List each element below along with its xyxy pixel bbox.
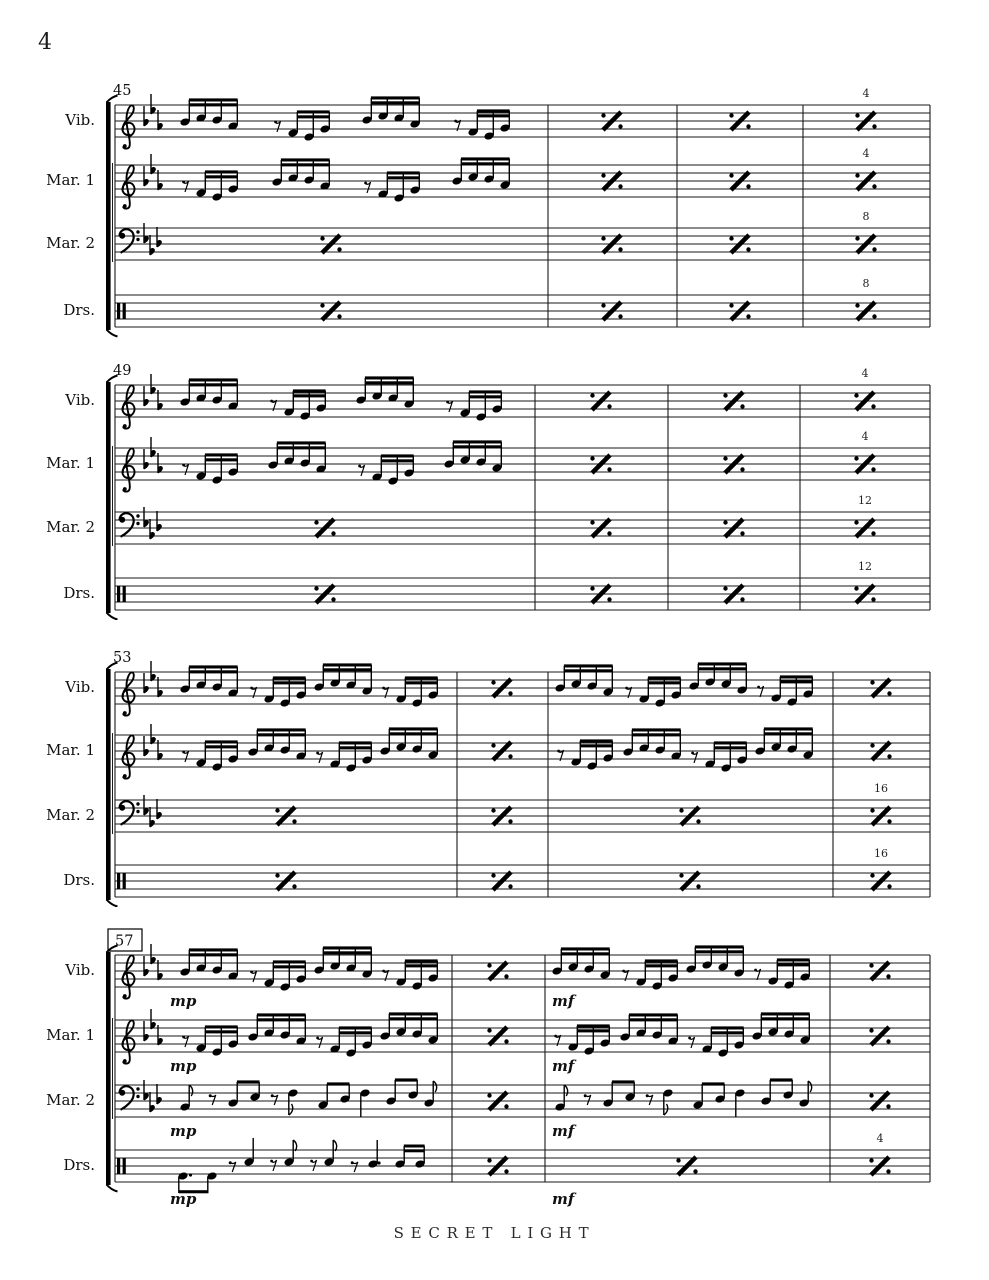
barlines: [115, 105, 930, 327]
system-m49-notation: [100, 358, 945, 620]
repeat-count-mar1: 4: [862, 147, 870, 160]
treble-clef: [122, 735, 134, 778]
treble-clef: [122, 105, 134, 148]
system-m45-notation: [100, 78, 945, 340]
repeat-count-mar1: 4: [861, 430, 869, 443]
bass-clef: [119, 1086, 140, 1110]
inst-label-vib: Vib.: [65, 961, 95, 979]
simile-marks: [314, 392, 875, 603]
inst-label-mar1: Mar. 1: [46, 741, 95, 759]
repeat-count-mar2: 12: [858, 494, 872, 507]
notes-run-vib: [179, 96, 510, 141]
barlines: [115, 955, 930, 1182]
treble-clef: [122, 1020, 134, 1063]
system-bracket: [106, 102, 111, 330]
repeat-count-drs: 16: [874, 847, 888, 860]
system-m57-notation: [100, 928, 945, 1210]
rehearsal-mark-number: 57: [115, 933, 134, 950]
simile-marks: [275, 679, 891, 890]
dynamic-mp-drs: mp: [170, 1190, 197, 1208]
footer-title: SECRET LIGHT: [393, 1224, 596, 1242]
dynamic-mf-mar1: mf: [552, 1057, 575, 1075]
repeat-count-vib: 4: [862, 87, 870, 100]
simile-marks: [320, 112, 876, 320]
dynamic-mp-mar2: mp: [170, 1122, 197, 1140]
inst-label-drs: Drs.: [63, 584, 95, 602]
dynamic-mf-vib: mf: [552, 992, 575, 1010]
inst-label-mar1: Mar. 1: [46, 1026, 95, 1044]
notes-run-vib: [179, 376, 502, 421]
treble-clef: [122, 672, 134, 715]
bass-clef: [119, 513, 140, 537]
dynamic-mp-mar1: mp: [170, 1057, 197, 1075]
inst-label-vib: Vib.: [65, 391, 95, 409]
barlines: [115, 672, 930, 897]
repeat-count-drs: 12: [858, 560, 872, 573]
dynamic-mf-mar2: mf: [552, 1122, 575, 1140]
bass-clef: [119, 229, 140, 253]
system-m53-notation: [100, 645, 945, 907]
dynamic-mp-vib: mp: [170, 992, 197, 1010]
inst-label-vib: Vib.: [65, 678, 95, 696]
inst-label-mar2: Mar. 2: [46, 518, 95, 536]
measure-number: 49: [113, 363, 132, 379]
inst-label-drs: Drs.: [63, 871, 95, 889]
repeat-count-drs: 8: [862, 277, 870, 290]
inst-label-drs: Drs.: [63, 1156, 95, 1174]
bass-clef: [119, 801, 140, 825]
inst-label-mar1: Mar. 1: [46, 454, 95, 472]
repeat-count-vib: 4: [861, 367, 869, 380]
inst-label-drs: Drs.: [63, 301, 95, 319]
treble-clef: [122, 955, 134, 998]
system-bracket: [106, 669, 111, 900]
treble-clef: [122, 165, 134, 208]
treble-clef: [122, 385, 134, 428]
inst-label-vib: Vib.: [65, 111, 95, 129]
measure-number: 53: [113, 650, 132, 666]
barlines: [115, 385, 930, 610]
dynamics: [170, 992, 577, 1208]
notes-run-mar1: [182, 157, 510, 202]
system-bracket: [106, 382, 111, 613]
notes-run-vib: [179, 662, 813, 707]
inst-label-mar1: Mar. 1: [46, 171, 95, 189]
page-number: 4: [38, 30, 52, 55]
notes-run-mar2: [179, 1078, 811, 1117]
repeat-count-mar2: 8: [862, 210, 870, 223]
inst-label-mar2: Mar. 2: [46, 806, 95, 824]
treble-clef: [122, 448, 134, 491]
repeat-count-mar2: 16: [874, 782, 888, 795]
inst-label-mar2: Mar. 2: [46, 234, 95, 252]
repeat-count-drs: 4: [876, 1132, 884, 1145]
dynamic-mf-drs: mf: [552, 1190, 575, 1208]
notes-run-vib: [179, 945, 810, 991]
measure-number: 45: [113, 83, 132, 99]
notes-run-mar1: [182, 440, 502, 485]
system-bracket: [106, 952, 111, 1185]
inst-label-mar2: Mar. 2: [46, 1091, 95, 1109]
notes-run-mar1: [182, 727, 813, 772]
